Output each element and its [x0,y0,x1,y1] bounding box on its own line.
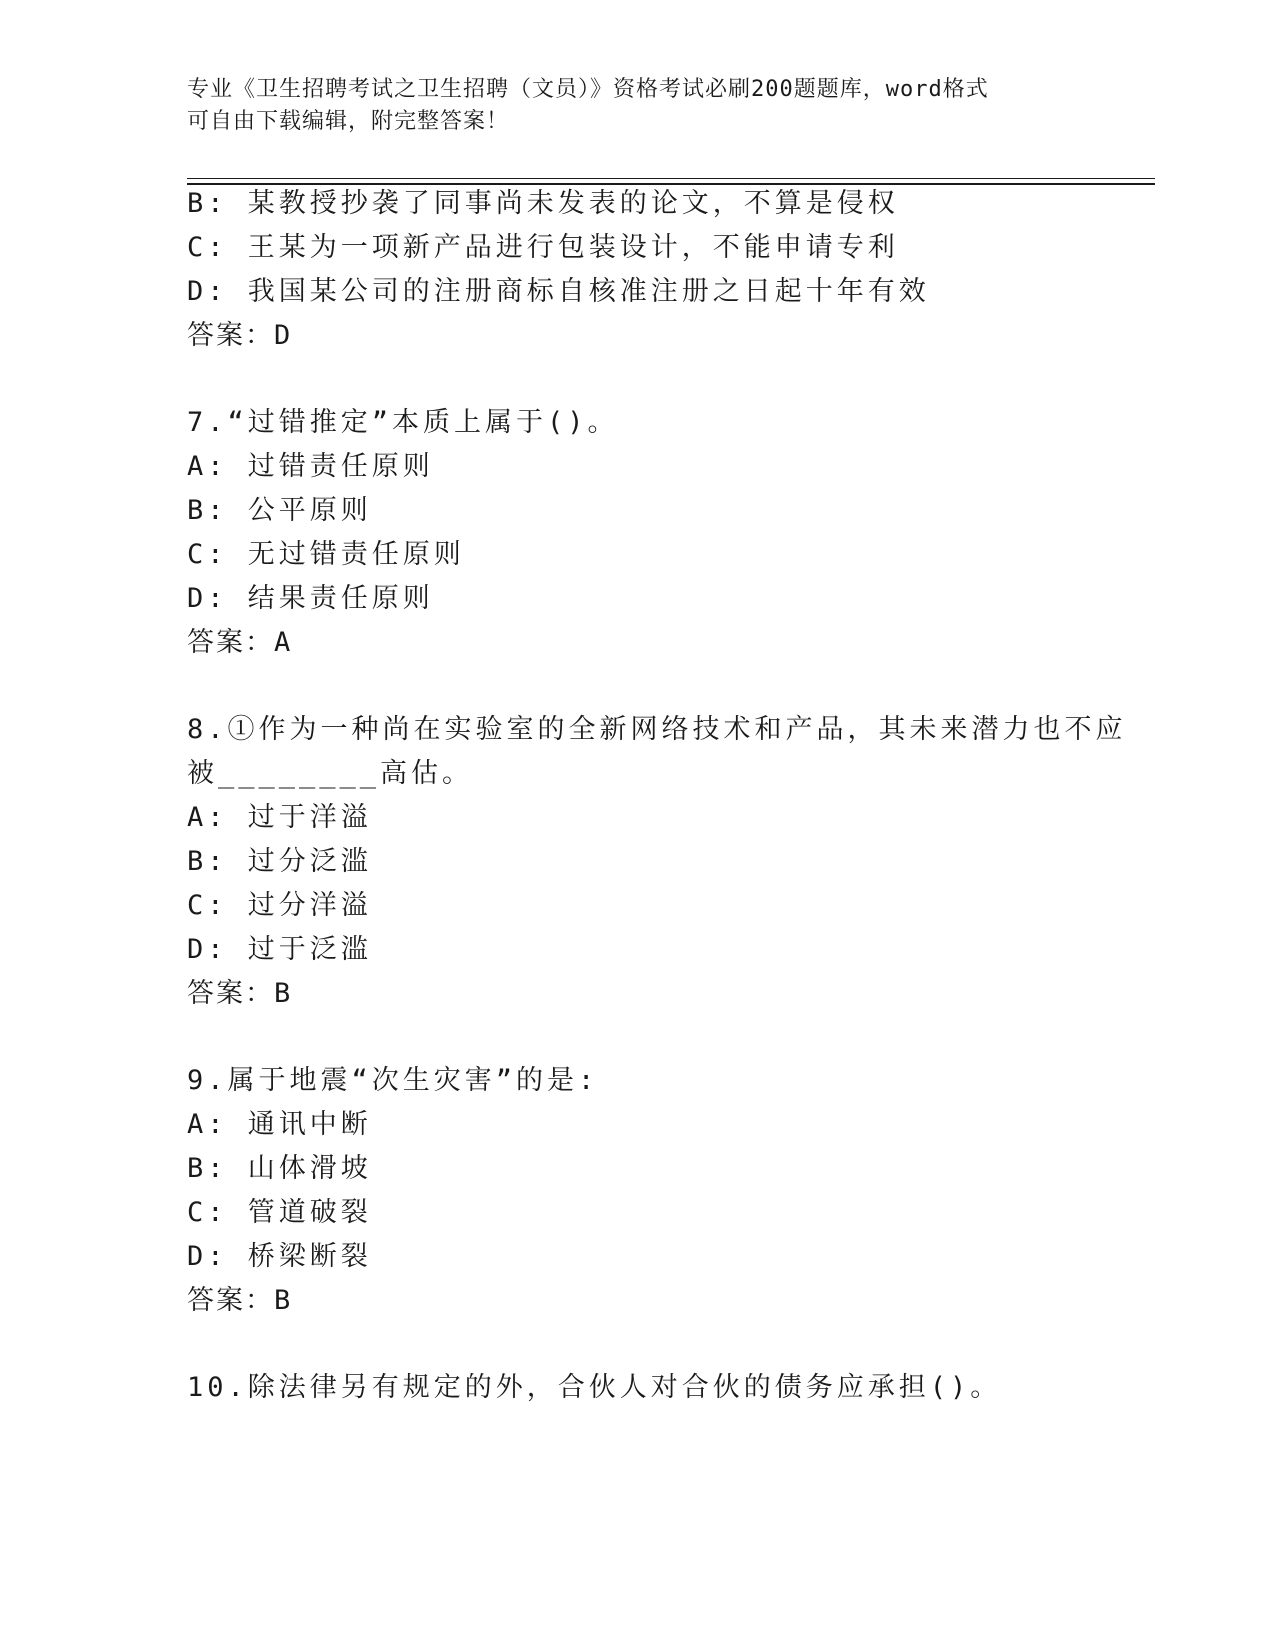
header-line-1: 专业《卫生招聘考试之卫生招聘（文员）》资格考试必刷200题题库，word格式 [187,77,989,102]
header-divider-thin [187,178,1155,179]
question-8-line-2: 被________高估。 [187,758,474,789]
option-b-q6: B: 某教授抄袭了同事尚未发表的论文，不算是侵权 [187,188,899,219]
option-d-q9: D: 桥梁断裂 [187,1241,372,1272]
option-a-q9: A: 通讯中断 [187,1109,372,1140]
answer-q8: 答案：B [187,978,293,1009]
question-10: 10.除法律另有规定的外，合伙人对合伙的债务应承担()。 [187,1372,1002,1403]
option-d-q7: D: 结果责任原则 [187,583,434,614]
option-c-q9: C: 管道破裂 [187,1197,372,1228]
answer-q7: 答案：A [187,627,293,658]
option-c-q8: C: 过分洋溢 [187,890,372,921]
header-line-2: 可自由下载编辑，附完整答案！ [187,109,510,134]
question-9: 9.属于地震“次生灾害”的是: [187,1065,599,1096]
document-header [187,74,1067,138]
option-c-q6: C: 王某为一项新产品进行包装设计，不能申请专利 [187,232,899,263]
option-a-q8: A: 过于洋溢 [187,802,372,833]
answer-q9: 答案：B [187,1285,293,1316]
option-d-q8: D: 过于泛滥 [187,934,372,965]
option-b-q9: B: 山体滑坡 [187,1153,372,1184]
header-divider-thick [187,183,1155,185]
option-b-q8: B: 过分泛滥 [187,846,372,877]
question-8-line-1: 8.①作为一种尚在实验室的全新网络技术和产品，其未来潜力也不应 [187,714,1127,745]
answer-q6: 答案：D [187,320,293,351]
option-c-q7: C: 无过错责任原则 [187,539,465,570]
option-d-q6: D: 我国某公司的注册商标自核准注册之日起十年有效 [187,276,930,307]
option-a-q7: A: 过错责任原则 [187,451,434,482]
question-7: 7.“过错推定”本质上属于()。 [187,407,619,438]
option-b-q7: B: 公平原则 [187,495,372,526]
